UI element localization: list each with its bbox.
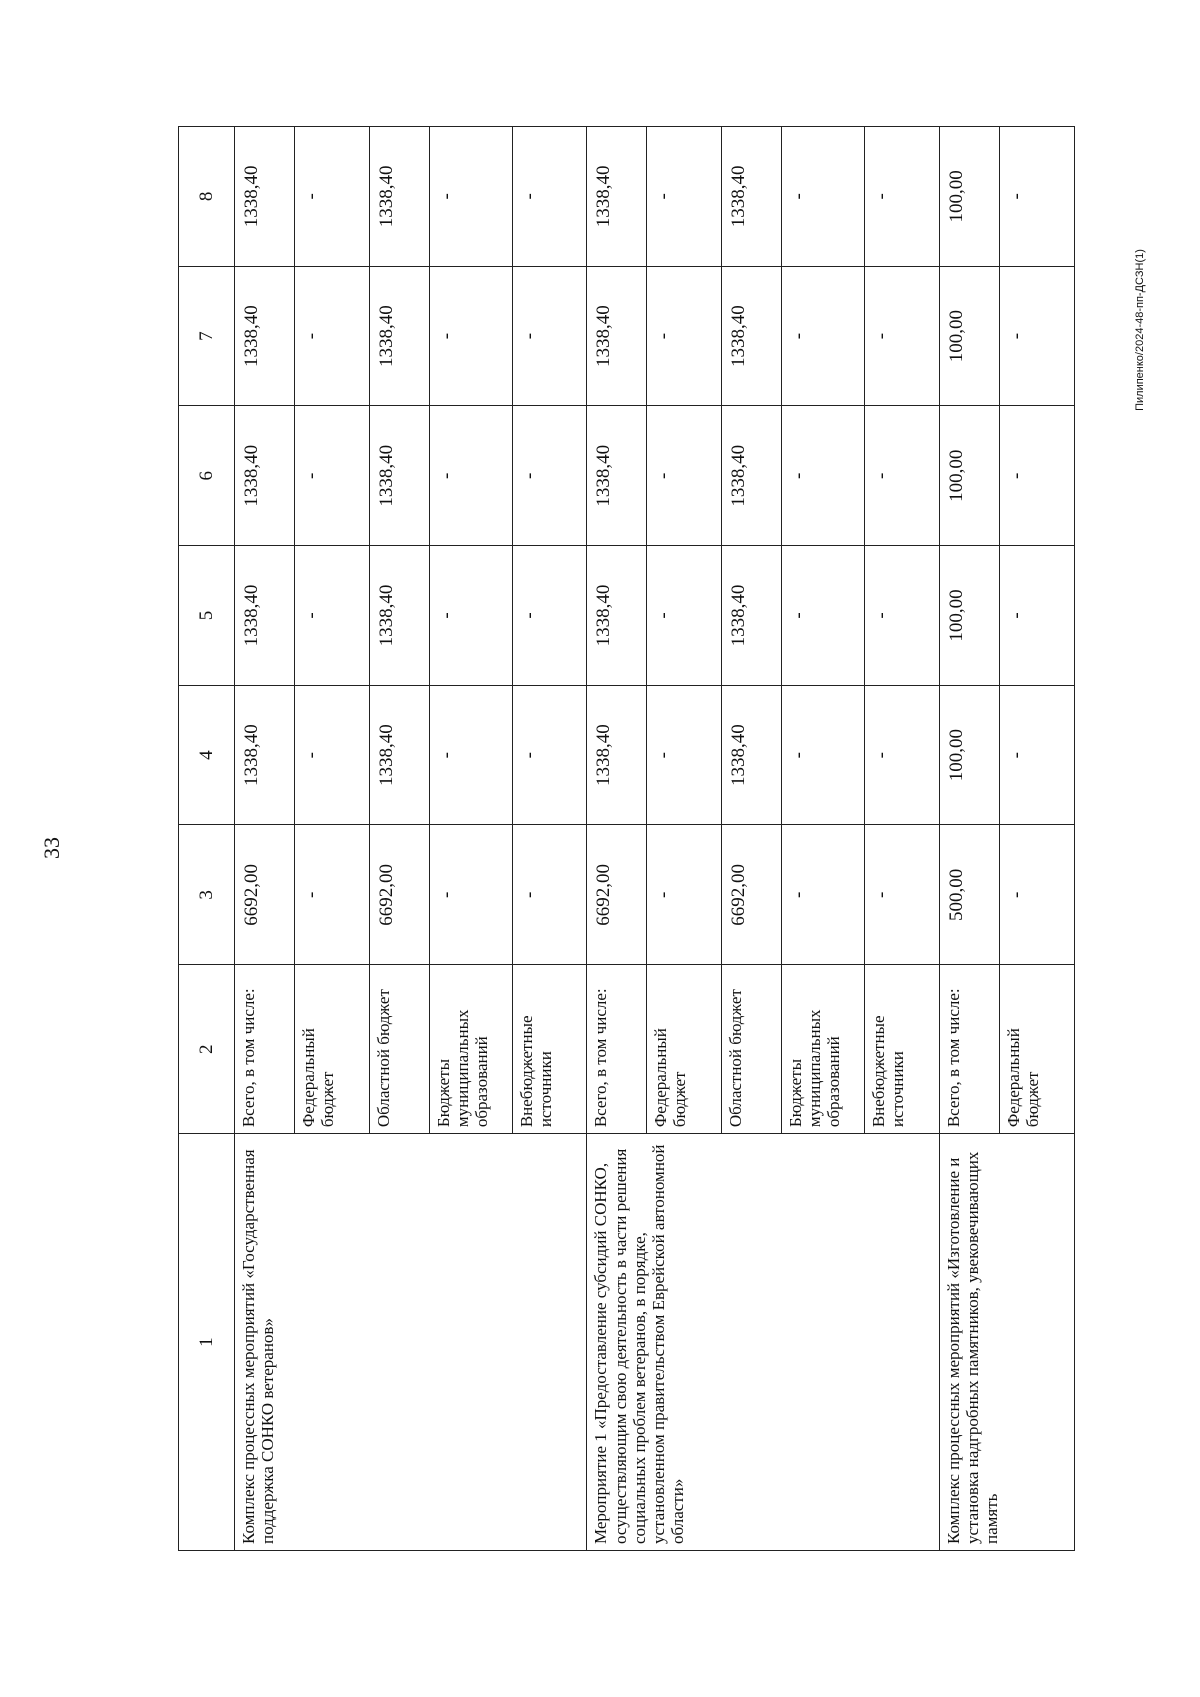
amount-cell: - bbox=[294, 546, 369, 686]
amount-cell: - bbox=[294, 266, 369, 406]
amount-cell: 1338,40 bbox=[369, 685, 429, 825]
amount-cell: 6692,00 bbox=[587, 825, 647, 965]
amount-cell: - bbox=[782, 406, 865, 546]
amount-cell: 1338,40 bbox=[587, 546, 647, 686]
amount-cell: - bbox=[999, 266, 1074, 406]
funding-source-cell: Областной бюджет bbox=[369, 965, 429, 1134]
amount-cell: 6692,00 bbox=[369, 825, 429, 965]
amount-cell: 6692,00 bbox=[722, 825, 782, 965]
amount-cell: - bbox=[782, 685, 865, 825]
amount-cell: - bbox=[647, 266, 722, 406]
budget-table-frame bbox=[178, 126, 1075, 1551]
amount-cell: 1338,40 bbox=[369, 127, 429, 267]
amount-cell: - bbox=[999, 546, 1074, 686]
amount-cell: 1338,40 bbox=[587, 266, 647, 406]
amount-cell: - bbox=[512, 266, 587, 406]
amount-cell: - bbox=[294, 406, 369, 546]
amount-cell: - bbox=[864, 825, 939, 965]
amount-cell: - bbox=[864, 685, 939, 825]
funding-source-cell: Внебюджетные источники bbox=[512, 965, 587, 1134]
amount-cell: 1338,40 bbox=[369, 406, 429, 546]
amount-cell: - bbox=[647, 546, 722, 686]
amount-cell: - bbox=[512, 685, 587, 825]
funding-source-cell: Бюджеты муниципальных образований bbox=[782, 965, 865, 1134]
header-cell: 3 bbox=[179, 825, 235, 965]
amount-cell: - bbox=[429, 266, 512, 406]
funding-source-cell: Всего, в том числе: bbox=[587, 965, 647, 1134]
amount-cell: - bbox=[512, 825, 587, 965]
amount-cell: - bbox=[999, 127, 1074, 267]
amount-cell: - bbox=[782, 127, 865, 267]
budget-table-rotated bbox=[178, 126, 1075, 1551]
amount-cell: 100,00 bbox=[939, 685, 999, 825]
program-name-cell: Мероприятие 1 «Предоставление субсидий СОНКО, осуществляющим свою деятельность в части решения социальных проблем ветеранов, в порядке, установленном правительством Еврейской автономной области» bbox=[587, 1134, 939, 1551]
amount-cell: 100,00 bbox=[939, 127, 999, 267]
amount-cell: 1338,40 bbox=[722, 546, 782, 686]
amount-cell: - bbox=[429, 685, 512, 825]
amount-cell: - bbox=[512, 546, 587, 686]
amount-cell: - bbox=[782, 825, 865, 965]
amount-cell: 500,00 bbox=[939, 825, 999, 965]
amount-cell: 1338,40 bbox=[235, 127, 295, 267]
table-row bbox=[939, 127, 999, 1551]
header-row bbox=[179, 127, 235, 1551]
amount-cell: - bbox=[512, 127, 587, 267]
amount-cell: - bbox=[782, 266, 865, 406]
amount-cell: - bbox=[864, 127, 939, 267]
header-cell: 5 bbox=[179, 546, 235, 686]
amount-cell: - bbox=[429, 825, 512, 965]
amount-cell: - bbox=[999, 406, 1074, 546]
amount-cell: 100,00 bbox=[939, 266, 999, 406]
amount-cell: - bbox=[647, 406, 722, 546]
amount-cell: 1338,40 bbox=[587, 406, 647, 546]
program-name-cell: Комплекс процессных мероприятий «Государственная поддержка СОНКО ветеранов» bbox=[235, 1134, 587, 1551]
table-body bbox=[235, 127, 1075, 1551]
amount-cell: - bbox=[782, 546, 865, 686]
amount-cell: 1338,40 bbox=[369, 266, 429, 406]
amount-cell: 1338,40 bbox=[235, 685, 295, 825]
page-number: 33 bbox=[39, 837, 64, 859]
amount-cell: - bbox=[429, 546, 512, 686]
amount-cell: 1338,40 bbox=[722, 685, 782, 825]
amount-cell: - bbox=[647, 685, 722, 825]
amount-cell: 1338,40 bbox=[722, 266, 782, 406]
funding-source-cell: Федеральный бюджет bbox=[294, 965, 369, 1134]
amount-cell: - bbox=[864, 406, 939, 546]
funding-source-cell: Всего, в том числе: bbox=[939, 965, 999, 1134]
amount-cell: 1338,40 bbox=[369, 546, 429, 686]
funding-source-cell: Федеральный бюджет bbox=[647, 965, 722, 1134]
amount-cell: - bbox=[512, 406, 587, 546]
table-row bbox=[587, 127, 647, 1551]
header-cell: 6 bbox=[179, 406, 235, 546]
amount-cell: 1338,40 bbox=[235, 406, 295, 546]
amount-cell: - bbox=[294, 685, 369, 825]
funding-source-cell: Внебюджетные источники bbox=[864, 965, 939, 1134]
header-cell: 7 bbox=[179, 266, 235, 406]
amount-cell: 1338,40 bbox=[722, 406, 782, 546]
header-cell: 4 bbox=[179, 685, 235, 825]
document-code: Пилипенко/2024-48-пп-ДСЗН(1) bbox=[1134, 249, 1146, 411]
amount-cell: 1338,40 bbox=[235, 266, 295, 406]
amount-cell: - bbox=[647, 127, 722, 267]
amount-cell: - bbox=[647, 825, 722, 965]
amount-cell: 1338,40 bbox=[235, 546, 295, 686]
amount-cell: - bbox=[864, 266, 939, 406]
amount-cell: 6692,00 bbox=[235, 825, 295, 965]
amount-cell: - bbox=[429, 406, 512, 546]
funding-source-cell: Всего, в том числе: bbox=[235, 965, 295, 1134]
amount-cell: 100,00 bbox=[939, 406, 999, 546]
program-name-cell: Комплекс процессных мероприятий «Изготовление и установка надгробных памятников, увековечивающих память bbox=[939, 1134, 1074, 1551]
amount-cell: 1338,40 bbox=[722, 127, 782, 267]
table-row bbox=[235, 127, 295, 1551]
budget-table bbox=[178, 126, 1075, 1551]
header-cell: 2 bbox=[179, 965, 235, 1134]
funding-source-cell: Областной бюджет bbox=[722, 965, 782, 1134]
amount-cell: 1338,40 bbox=[587, 127, 647, 267]
amount-cell: 1338,40 bbox=[587, 685, 647, 825]
amount-cell: - bbox=[429, 127, 512, 267]
amount-cell: 100,00 bbox=[939, 546, 999, 686]
amount-cell: - bbox=[294, 127, 369, 267]
amount-cell: - bbox=[294, 825, 369, 965]
amount-cell: - bbox=[864, 546, 939, 686]
header-cell: 1 bbox=[179, 1134, 235, 1551]
header-cell: 8 bbox=[179, 127, 235, 267]
amount-cell: - bbox=[999, 825, 1074, 965]
funding-source-cell: Бюджеты муниципальных образований bbox=[429, 965, 512, 1134]
funding-source-cell: Федеральный бюджет bbox=[999, 965, 1074, 1134]
amount-cell: - bbox=[999, 685, 1074, 825]
